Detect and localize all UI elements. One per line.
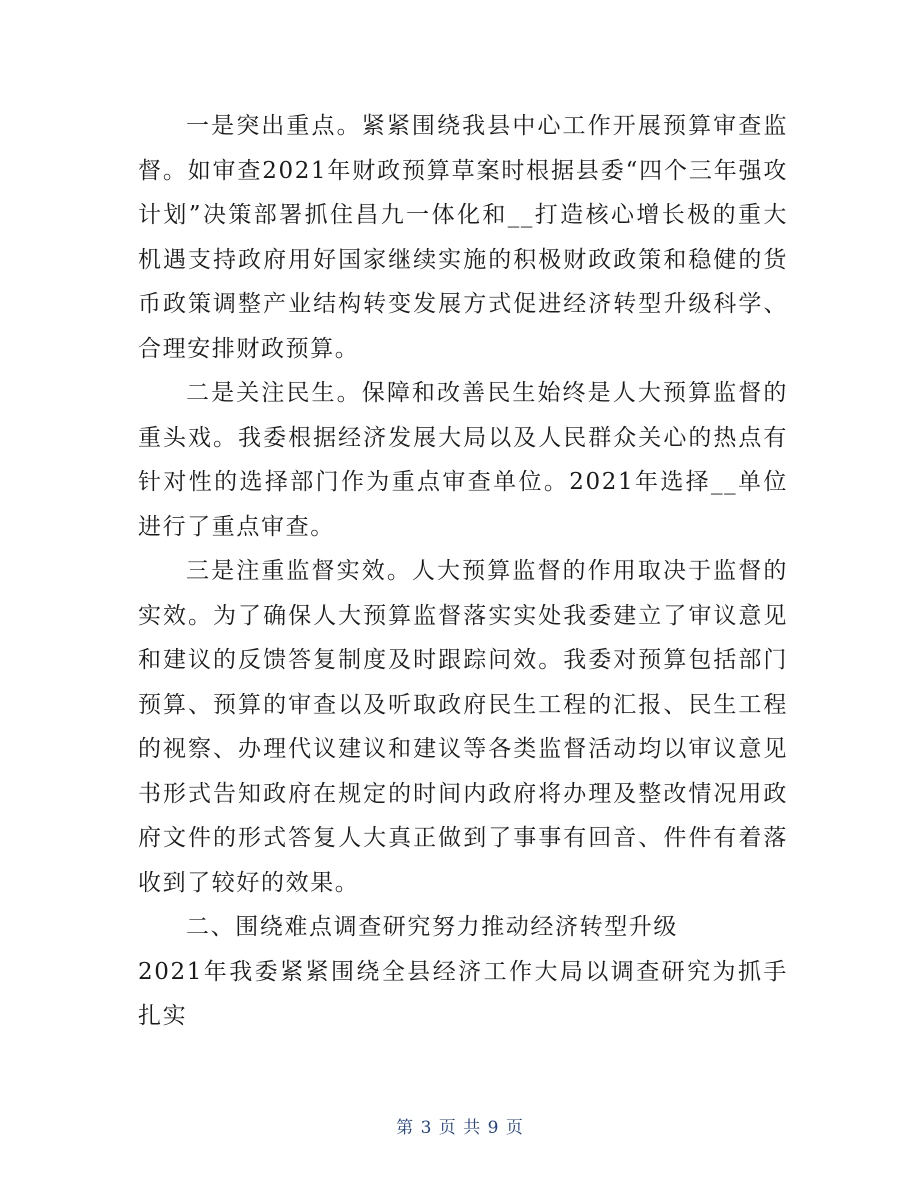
paragraph-research: 2021年我委紧紧围绕全县经济工作大局以调查研究为抓手扎实 [138, 958, 788, 1029]
page-number-footer: 第 3 页 共 9 页 [396, 1118, 524, 1138]
document-body [138, 104, 788, 1039]
section-heading: 二、围绕难点调查研究努力推动经济转型升级 [186, 914, 678, 940]
paragraph-supervision-effect: 三是注重监督实效。人大预算监督的作用取决于监督的实效。为了确保人大预算监督落实实处我委建立了审议意见和建议的反馈答复制度及时跟踪问效。我委对预算包括部门预算、预算的审查以及听取政府民生工程的汇报、民生工程的视察、办理代议建议和建议等各类监督活动均以审议意见书形式告知政府在规定的时间内政府将办理及整改情况用政府文件的形式答复人大真正做到了事事有回音、件件有着落收到了较好的效果。 [138, 558, 788, 896]
paragraph-livelihood: 二是关注民生。保障和改善民生始终是人大预算监督的重头戏。我委根据经济发展大局以及人民群众关心的热点有针对性的选择部门作为重点审查单位。2021年选择__单位进行了重点审查。 [138, 380, 788, 540]
paragraph-key-focus: 一是突出重点。紧紧围绕我县中心工作开展预算审查监督。如审查2021年财政预算草案时根据县委“四个三年强攻计划”决策部署抓住昌九一体化和__打造核心增长极的重大机遇支持政府用好国家继续实施的积极财政政策和稳健的货币政策调整产业结构转变发展方式促进经济转型升级科学、合理安排财政预算。 [138, 113, 788, 362]
